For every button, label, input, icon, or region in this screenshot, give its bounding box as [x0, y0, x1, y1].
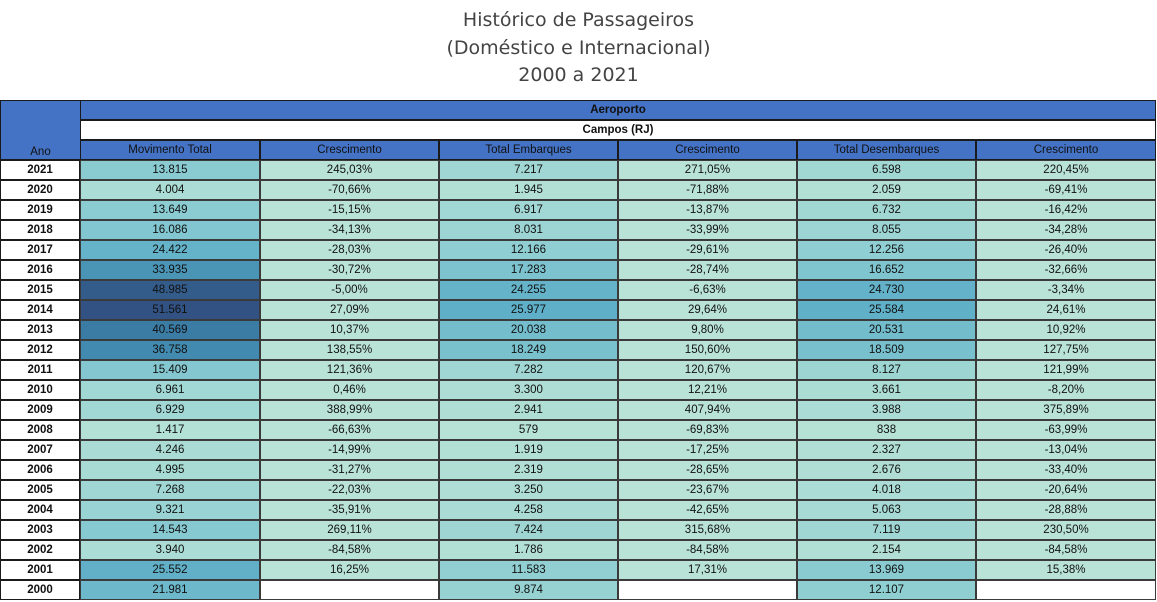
embarques-cell: 11.583 — [439, 560, 618, 580]
crescimento-desembarques-cell: 230,50% — [976, 520, 1156, 540]
year-cell: 2018 — [0, 220, 80, 240]
year-cell: 2020 — [0, 180, 80, 200]
movimento-total-cell: 48.985 — [80, 280, 260, 300]
crescimento-embarques-cell: -23,67% — [618, 480, 797, 500]
crescimento-total-cell: 16,25% — [260, 560, 439, 580]
movimento-total-cell: 25.552 — [80, 560, 260, 580]
movimento-total-cell: 33.935 — [80, 260, 260, 280]
crescimento-total-cell: -31,27% — [260, 460, 439, 480]
crescimento-embarques-cell — [618, 580, 797, 600]
embarques-cell: 12.166 — [439, 240, 618, 260]
col-header-total-embarques: Total Embarques — [439, 140, 618, 160]
crescimento-total-cell: 121,36% — [260, 360, 439, 380]
crescimento-embarques-cell: 407,94% — [618, 400, 797, 420]
crescimento-total-cell: -66,63% — [260, 420, 439, 440]
year-cell: 2015 — [0, 280, 80, 300]
crescimento-total-cell: 269,11% — [260, 520, 439, 540]
crescimento-total-cell: 388,99% — [260, 400, 439, 420]
embarques-cell: 18.249 — [439, 340, 618, 360]
embarques-cell: 1.945 — [439, 180, 618, 200]
crescimento-embarques-cell: 17,31% — [618, 560, 797, 580]
desembarques-cell: 16.652 — [797, 260, 976, 280]
airport-header: Campos (RJ) — [80, 120, 1156, 140]
col-header-crescimento-desembarques: Crescimento — [976, 140, 1156, 160]
movimento-total-cell: 4.246 — [80, 440, 260, 460]
desembarques-cell: 2.154 — [797, 540, 976, 560]
desembarques-cell: 5.063 — [797, 500, 976, 520]
crescimento-desembarques-cell: -84,58% — [976, 540, 1156, 560]
col-header-movimento-total: Movimento Total — [80, 140, 260, 160]
embarques-cell: 579 — [439, 420, 618, 440]
embarques-cell: 3.300 — [439, 380, 618, 400]
desembarques-cell: 2.676 — [797, 460, 976, 480]
crescimento-desembarques-cell: 15,38% — [976, 560, 1156, 580]
crescimento-desembarques-cell: 121,99% — [976, 360, 1156, 380]
year-cell: 2004 — [0, 500, 80, 520]
crescimento-total-cell — [260, 580, 439, 600]
desembarques-cell: 4.018 — [797, 480, 976, 500]
desembarques-cell: 24.730 — [797, 280, 976, 300]
movimento-total-cell: 3.940 — [80, 540, 260, 560]
embarques-cell: 7.424 — [439, 520, 618, 540]
crescimento-embarques-cell: -29,61% — [618, 240, 797, 260]
crescimento-desembarques-cell: -13,04% — [976, 440, 1156, 460]
desembarques-cell: 25.584 — [797, 300, 976, 320]
crescimento-embarques-cell: 120,67% — [618, 360, 797, 380]
movimento-total-cell: 51.561 — [80, 300, 260, 320]
embarques-cell: 2.319 — [439, 460, 618, 480]
embarques-cell: 7.282 — [439, 360, 618, 380]
crescimento-embarques-cell: -6,63% — [618, 280, 797, 300]
embarques-cell: 3.250 — [439, 480, 618, 500]
crescimento-embarques-cell: -69,83% — [618, 420, 797, 440]
crescimento-embarques-cell: 12,21% — [618, 380, 797, 400]
embarques-cell: 25.977 — [439, 300, 618, 320]
crescimento-embarques-cell: -28,65% — [618, 460, 797, 480]
desembarques-cell: 20.531 — [797, 320, 976, 340]
title-line-1: Histórico de Passageiros — [462, 9, 695, 31]
year-cell: 2010 — [0, 380, 80, 400]
year-cell: 2003 — [0, 520, 80, 540]
movimento-total-cell: 4.004 — [80, 180, 260, 200]
year-cell: 2021 — [0, 160, 80, 180]
desembarques-cell: 2.327 — [797, 440, 976, 460]
movimento-total-cell: 36.758 — [80, 340, 260, 360]
embarques-cell: 7.217 — [439, 160, 618, 180]
embarques-cell: 8.031 — [439, 220, 618, 240]
crescimento-desembarques-cell: 220,45% — [976, 160, 1156, 180]
desembarques-cell: 7.119 — [797, 520, 976, 540]
movimento-total-cell: 9.321 — [80, 500, 260, 520]
movimento-total-cell: 4.995 — [80, 460, 260, 480]
crescimento-embarques-cell: -33,99% — [618, 220, 797, 240]
crescimento-total-cell: -5,00% — [260, 280, 439, 300]
year-cell: 2009 — [0, 400, 80, 420]
crescimento-total-cell: -84,58% — [260, 540, 439, 560]
year-cell: 2011 — [0, 360, 80, 380]
crescimento-total-cell: -15,15% — [260, 200, 439, 220]
embarques-cell: 17.283 — [439, 260, 618, 280]
crescimento-embarques-cell: 9,80% — [618, 320, 797, 340]
group-header: Aeroporto — [80, 100, 1156, 120]
crescimento-total-cell: 138,55% — [260, 340, 439, 360]
crescimento-embarques-cell: -42,65% — [618, 500, 797, 520]
movimento-total-cell: 6.929 — [80, 400, 260, 420]
crescimento-embarques-cell: -84,58% — [618, 540, 797, 560]
crescimento-total-cell: -35,91% — [260, 500, 439, 520]
crescimento-embarques-cell: 271,05% — [618, 160, 797, 180]
crescimento-total-cell: 0,46% — [260, 380, 439, 400]
crescimento-desembarques-cell: -34,28% — [976, 220, 1156, 240]
desembarques-cell: 6.598 — [797, 160, 976, 180]
year-cell: 2002 — [0, 540, 80, 560]
embarques-cell: 20.038 — [439, 320, 618, 340]
col-header-crescimento-total: Crescimento — [260, 140, 439, 160]
movimento-total-cell: 40.569 — [80, 320, 260, 340]
crescimento-desembarques-cell: 10,92% — [976, 320, 1156, 340]
movimento-total-cell: 16.086 — [80, 220, 260, 240]
crescimento-desembarques-cell: -3,34% — [976, 280, 1156, 300]
crescimento-total-cell: 245,03% — [260, 160, 439, 180]
movimento-total-cell: 6.961 — [80, 380, 260, 400]
embarques-cell: 9.874 — [439, 580, 618, 600]
desembarques-cell: 13.969 — [797, 560, 976, 580]
crescimento-embarques-cell: 29,64% — [618, 300, 797, 320]
year-column-label: Ano — [30, 146, 51, 158]
crescimento-total-cell: -22,03% — [260, 480, 439, 500]
crescimento-desembarques-cell: -8,20% — [976, 380, 1156, 400]
crescimento-desembarques-cell: -33,40% — [976, 460, 1156, 480]
crescimento-desembarques-cell: -63,99% — [976, 420, 1156, 440]
movimento-total-cell: 21.981 — [80, 580, 260, 600]
year-column-header — [0, 100, 80, 160]
col-header-total-desembarques: Total Desembarques — [797, 140, 976, 160]
crescimento-embarques-cell: 315,68% — [618, 520, 797, 540]
crescimento-total-cell: -70,66% — [260, 180, 439, 200]
desembarques-cell: 6.732 — [797, 200, 976, 220]
crescimento-desembarques-cell: -26,40% — [976, 240, 1156, 260]
embarques-cell: 4.258 — [439, 500, 618, 520]
crescimento-desembarques-cell: 375,89% — [976, 400, 1156, 420]
year-cell: 2007 — [0, 440, 80, 460]
crescimento-total-cell: -30,72% — [260, 260, 439, 280]
desembarques-cell: 8.055 — [797, 220, 976, 240]
desembarques-cell: 3.661 — [797, 380, 976, 400]
movimento-total-cell: 14.543 — [80, 520, 260, 540]
movimento-total-cell: 15.409 — [80, 360, 260, 380]
crescimento-total-cell: -14,99% — [260, 440, 439, 460]
movimento-total-cell: 13.815 — [80, 160, 260, 180]
movimento-total-cell: 7.268 — [80, 480, 260, 500]
embarques-cell: 24.255 — [439, 280, 618, 300]
crescimento-desembarques-cell: -28,88% — [976, 500, 1156, 520]
embarques-cell: 6.917 — [439, 200, 618, 220]
crescimento-total-cell: 27,09% — [260, 300, 439, 320]
embarques-cell: 1.786 — [439, 540, 618, 560]
year-cell: 2001 — [0, 560, 80, 580]
crescimento-total-cell: -28,03% — [260, 240, 439, 260]
embarques-cell: 1.919 — [439, 440, 618, 460]
desembarques-cell: 8.127 — [797, 360, 976, 380]
crescimento-embarques-cell: -71,88% — [618, 180, 797, 200]
movimento-total-cell: 13.649 — [80, 200, 260, 220]
year-cell: 2016 — [0, 260, 80, 280]
crescimento-embarques-cell: 150,60% — [618, 340, 797, 360]
year-cell: 2013 — [0, 320, 80, 340]
col-header-crescimento-embarques: Crescimento — [618, 140, 797, 160]
crescimento-embarques-cell: -17,25% — [618, 440, 797, 460]
crescimento-desembarques-cell: 127,75% — [976, 340, 1156, 360]
embarques-cell: 2.941 — [439, 400, 618, 420]
chart-title — [0, 7, 1157, 90]
crescimento-embarques-cell: -28,74% — [618, 260, 797, 280]
desembarques-cell: 18.509 — [797, 340, 976, 360]
title-line-2: (Doméstico e Internacional) — [446, 36, 711, 59]
year-cell: 2014 — [0, 300, 80, 320]
crescimento-total-cell: 10,37% — [260, 320, 439, 340]
crescimento-total-cell: -34,13% — [260, 220, 439, 240]
crescimento-desembarques-cell: -16,42% — [976, 200, 1156, 220]
year-cell: 2000 — [0, 580, 80, 600]
crescimento-desembarques-cell: -32,66% — [976, 260, 1156, 280]
desembarques-cell: 2.059 — [797, 180, 976, 200]
movimento-total-cell: 24.422 — [80, 240, 260, 260]
title-line-3: 2000 a 2021 — [518, 64, 639, 86]
crescimento-desembarques-cell — [976, 580, 1156, 600]
desembarques-cell: 12.256 — [797, 240, 976, 260]
year-cell: 2006 — [0, 460, 80, 480]
crescimento-embarques-cell: -13,87% — [618, 200, 797, 220]
desembarques-cell: 838 — [797, 420, 976, 440]
year-cell: 2019 — [0, 200, 80, 220]
movimento-total-cell: 1.417 — [80, 420, 260, 440]
crescimento-desembarques-cell: -69,41% — [976, 180, 1156, 200]
year-cell: 2017 — [0, 240, 80, 260]
year-cell: 2008 — [0, 420, 80, 440]
desembarques-cell: 3.988 — [797, 400, 976, 420]
year-cell: 2005 — [0, 480, 80, 500]
crescimento-desembarques-cell: 24,61% — [976, 300, 1156, 320]
crescimento-desembarques-cell: -20,64% — [976, 480, 1156, 500]
desembarques-cell: 12.107 — [797, 580, 976, 600]
year-cell: 2012 — [0, 340, 80, 360]
